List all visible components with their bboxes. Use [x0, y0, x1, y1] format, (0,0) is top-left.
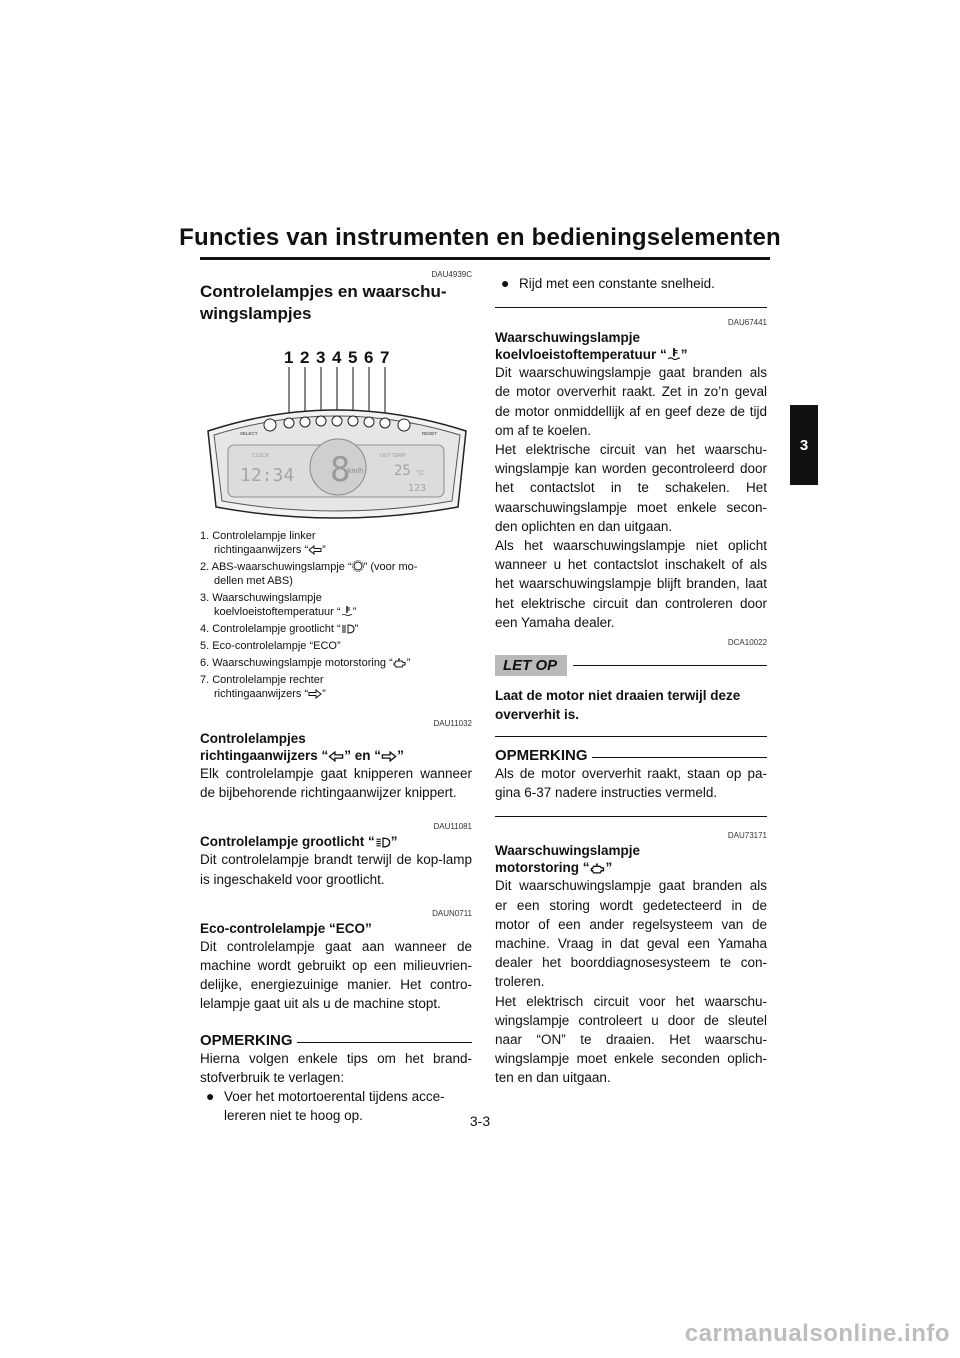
high-beam-icon	[341, 624, 355, 634]
coolant-text-2: Het elektrische circuit van het waarschu-wingslampje kan worden gecontroleerd door het contactslot in te schakelen. Het waarschuwingslampje moet enkele secon-den oplichten en dan uitgaan.	[495, 442, 767, 534]
figure-captions	[200, 529, 472, 701]
reset-label: RESET	[422, 431, 438, 436]
callout-number: 2	[300, 348, 310, 367]
caption-item: 4. Controlelampje grootlicht “ ”	[200, 623, 359, 635]
speed-unit: km/h	[348, 468, 364, 475]
note-heading: OPMERKING	[495, 747, 767, 764]
callout-number: 1	[284, 348, 294, 367]
caption-item: 7. Controlelampje rechter richtingaanwijzers “ ”	[200, 674, 326, 700]
page-header-title: Functies van instrumenten en bedieningselementen	[179, 224, 781, 251]
callout-number: 6	[364, 348, 374, 367]
temp-display: 25	[394, 463, 411, 479]
select-label: SELECT	[240, 431, 258, 436]
turn-left-icon	[328, 751, 344, 762]
right-column	[495, 270, 767, 1088]
turn-signal-text: Elk controlelampje gaat knipperen wanneer de bijbehorende richtingaanwijzer knippert.	[200, 766, 472, 801]
divider	[495, 736, 767, 737]
out-temp-label: OUT TEMP	[380, 453, 406, 459]
header-rule	[200, 257, 770, 260]
high-beam-icon	[375, 837, 391, 848]
caption-item: 6. Waarschuwingslampje motorstoring “ ”	[200, 657, 411, 669]
coolant-temp-icon	[667, 347, 681, 361]
caution-heading	[495, 655, 767, 676]
coolant-text-3: Als het waarschuwingslampje niet oplicht wanneer u het contactslot inschakelt of als het waarschuwingslampje blijft branden, laat het elektrische circuit dan controleren door een Yamaha dealer.	[495, 538, 767, 630]
callout-number: 4	[332, 348, 342, 367]
heading-eco: Eco-controlelampje “ECO”	[200, 920, 372, 936]
list-item: ● Rijd met een constante snelheid.	[501, 275, 715, 291]
heading-engine-trouble: Waarschuwingslampje motorstoring “ ”	[495, 843, 641, 876]
engine-trouble-icon	[393, 658, 407, 668]
turn-right-icon	[308, 689, 322, 699]
ref-code: DAU11032	[433, 719, 472, 728]
high-beam-text: Dit controlelampje brandt terwijl de kop-lamp is ingeschakeld voor grootlicht.	[200, 852, 472, 887]
list-item: ● Voer het motortoerental tijdens acce-lereren niet te hoog op.	[206, 1088, 445, 1124]
caution-badge: LET OP	[495, 655, 567, 676]
left-column	[200, 270, 472, 1125]
caution-text: Laat de motor niet draaien terwijl deze oververhit is.	[495, 688, 741, 723]
engine-trouble-icon	[590, 863, 606, 874]
turn-right-icon	[381, 751, 397, 762]
section-title: Controlelampjes en waarschu-wingslampjes	[200, 282, 447, 323]
caption-item: 3. Waarschuwingslampje koelvloeistoftemperatuur “ ”	[200, 592, 357, 618]
heading-high-beam: Controlelampje grootlicht “ ”	[200, 834, 398, 850]
note-text: Hierna volgen enkele tips om het brand-stofverbruik te verlagen:	[200, 1050, 472, 1085]
page-number: 3-3	[469, 1113, 491, 1129]
ref-code: DAU11081	[433, 822, 472, 832]
caption-item: 1. Controlelampje linker richtingaanwijzers “ ”	[200, 530, 326, 556]
caption-item: 5. Eco-controlelampje “ECO”	[200, 640, 341, 652]
note-text: Als de motor oververhit raakt, staan op pa-gina 6-37 nadere instructies vermeld.	[495, 766, 767, 801]
coolant-temp-icon	[341, 605, 353, 617]
odo-display: 123	[408, 483, 427, 494]
temp-unit: °C	[416, 470, 424, 477]
abs-icon	[352, 560, 364, 572]
ref-code: DCA10022	[727, 638, 767, 648]
turn-left-icon	[308, 545, 322, 555]
engine-trouble-text-2: Het elektrisch circuit voor het waarschu-wingslampje controleert u door de sleutel naar “ON” te draaien. Het waarschu-wingslampje moet enkele seconden oplich-ten en dan uitgaan.	[495, 993, 767, 1086]
ref-code: DAU67441	[727, 318, 767, 328]
dashboard-illustration	[200, 339, 472, 521]
engine-trouble-text-1: Dit waarschuwingslampje gaat branden als er een storing wordt gedetecteerd in de motor of een ander regelsysteem van de machine. Vraag in dat geval een Yamaha dealer het boorddiagnosesysteem te con-troleren.	[495, 878, 767, 990]
dashboard-figure	[200, 339, 472, 521]
divider	[495, 307, 767, 308]
coolant-text-1: Dit waarschuwingslampje gaat branden als de motor oververhit raakt. Zet in zo’n geval de motor onmiddellijk af en geef deze de tijd om af te koelen.	[495, 365, 767, 438]
callout-number: 5	[348, 348, 358, 367]
ref-code: DAUN0711	[432, 908, 472, 918]
clock-display: 12:34	[240, 465, 295, 486]
divider	[495, 816, 767, 817]
ref-code: DAU4939C	[431, 270, 472, 279]
callout-number: 7	[380, 348, 390, 367]
svg-text:8: 8	[330, 450, 351, 490]
callout-number: 3	[316, 348, 326, 367]
caption-item: 2. ABS-waarschuwingslampje “ ” (voor mo- dellen met ABS)	[200, 561, 418, 587]
heading-turn-signals: Controlelampjes richtingaanwijzers “ ” en “ ”	[200, 731, 404, 763]
heading-coolant: Waarschuwingslampje koelvloeistoftemperatuur “ ”	[495, 330, 688, 363]
clock-label: CLOCK	[252, 453, 270, 459]
watermark: carmanualsonline.info	[684, 1320, 950, 1347]
chapter-tab: 3	[790, 405, 818, 485]
note-heading: OPMERKING	[200, 1032, 472, 1049]
eco-text: Dit controlelampje gaat aan wanneer de machine wordt gebruikt op een milieuvrien-delijke, energiezuinige manier. Het contro-lelampje gaat uit als u de machine stopt.	[200, 938, 472, 1012]
ref-code: DAU73171	[727, 831, 767, 841]
